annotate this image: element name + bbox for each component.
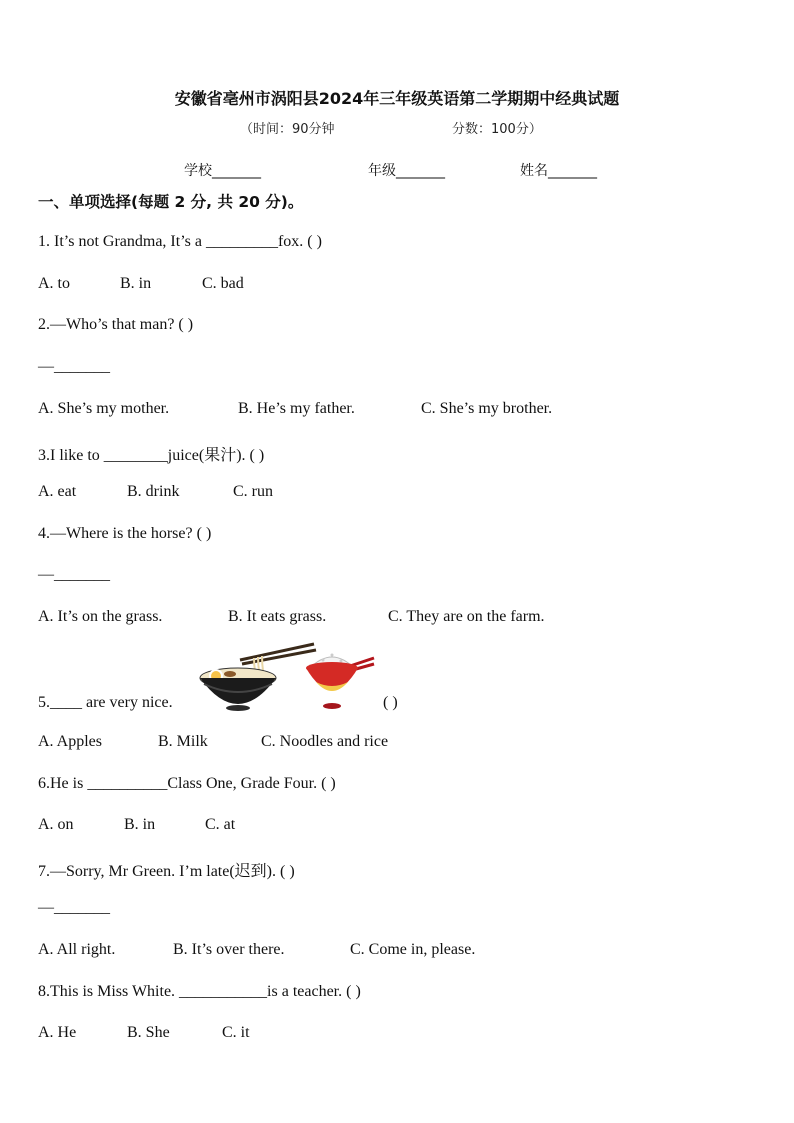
question-6-stem: 6.He is __________Class One, Grade Four. ( ): [38, 775, 336, 792]
question-7-answer-line[interactable]: —_______: [38, 899, 110, 916]
q7-option-b[interactable]: B. It’s over there.: [173, 941, 285, 958]
q3-option-c[interactable]: C. run: [233, 483, 273, 500]
q5-option-a[interactable]: A. Apples: [38, 733, 102, 750]
q3-option-b[interactable]: B. drink: [127, 483, 180, 500]
q2-option-a[interactable]: A. She’s my mother.: [38, 400, 170, 417]
q5-option-b[interactable]: B. Milk: [158, 733, 208, 750]
q4-option-c[interactable]: C. They are on the farm.: [388, 608, 545, 625]
q8-option-a[interactable]: A. He: [38, 1024, 77, 1041]
q1-option-a[interactable]: A. to: [38, 275, 70, 292]
question-7-stem: 7.—Sorry, Mr Green. I’m late(迟到). ( ): [38, 863, 295, 880]
q1-option-b[interactable]: B. in: [120, 275, 152, 292]
q5-option-c[interactable]: C. Noodles and rice: [261, 733, 389, 750]
q3-option-a[interactable]: A. eat: [38, 483, 77, 500]
question-5-paren: ( ): [383, 694, 398, 711]
q4-option-a[interactable]: A. It’s on the grass.: [38, 608, 163, 625]
q8-option-b[interactable]: B. She: [127, 1024, 170, 1041]
question-8-stem: 8.This is Miss White. ___________is a teacher. ( ): [38, 983, 361, 1000]
question-4-answer-line[interactable]: —_______: [38, 566, 110, 583]
exam-score: 分数：100分）: [452, 122, 542, 137]
question-3-stem: 3.I like to ________juice(果汁). ( ): [38, 447, 265, 464]
school-field[interactable]: 学校_______: [184, 163, 261, 179]
q8-option-c[interactable]: C. it: [222, 1024, 250, 1041]
question-2-answer-line[interactable]: —_______: [38, 358, 110, 375]
q6-option-a[interactable]: A. on: [38, 816, 74, 833]
question-2-stem: 2.—Who’s that man? ( ): [38, 316, 194, 333]
question-5-stem: 5.____ are very nice.: [38, 694, 173, 711]
question-1-stem: 1. It’s not Grandma, It’s a _________fox. ( ): [38, 233, 322, 250]
noodles-and-rice-icon: [198, 640, 380, 712]
q6-option-b[interactable]: B. in: [124, 816, 156, 833]
q2-option-b[interactable]: B. He’s my father.: [238, 400, 355, 417]
page-title: 安徽省亳州市涡阳县2024年三年级英语第二学期期中经典试题: [174, 89, 620, 108]
question-4-stem: 4.—Where is the horse? ( ): [38, 525, 212, 542]
q6-option-c[interactable]: C. at: [205, 816, 236, 833]
q7-option-c[interactable]: C. Come in, please.: [350, 941, 476, 958]
exam-time: （时间：90分钟: [240, 122, 335, 137]
section-heading: 一、单项选择(每题 2 分, 共 20 分)。: [38, 193, 304, 211]
grade-field[interactable]: 年级_______: [368, 163, 445, 179]
q7-option-a[interactable]: A. All right.: [38, 941, 116, 958]
q2-option-c[interactable]: C. She’s my brother.: [421, 400, 553, 417]
q1-option-c[interactable]: C. bad: [202, 275, 244, 292]
name-field[interactable]: 姓名_______: [520, 163, 597, 179]
q4-option-b[interactable]: B. It eats grass.: [228, 608, 327, 625]
